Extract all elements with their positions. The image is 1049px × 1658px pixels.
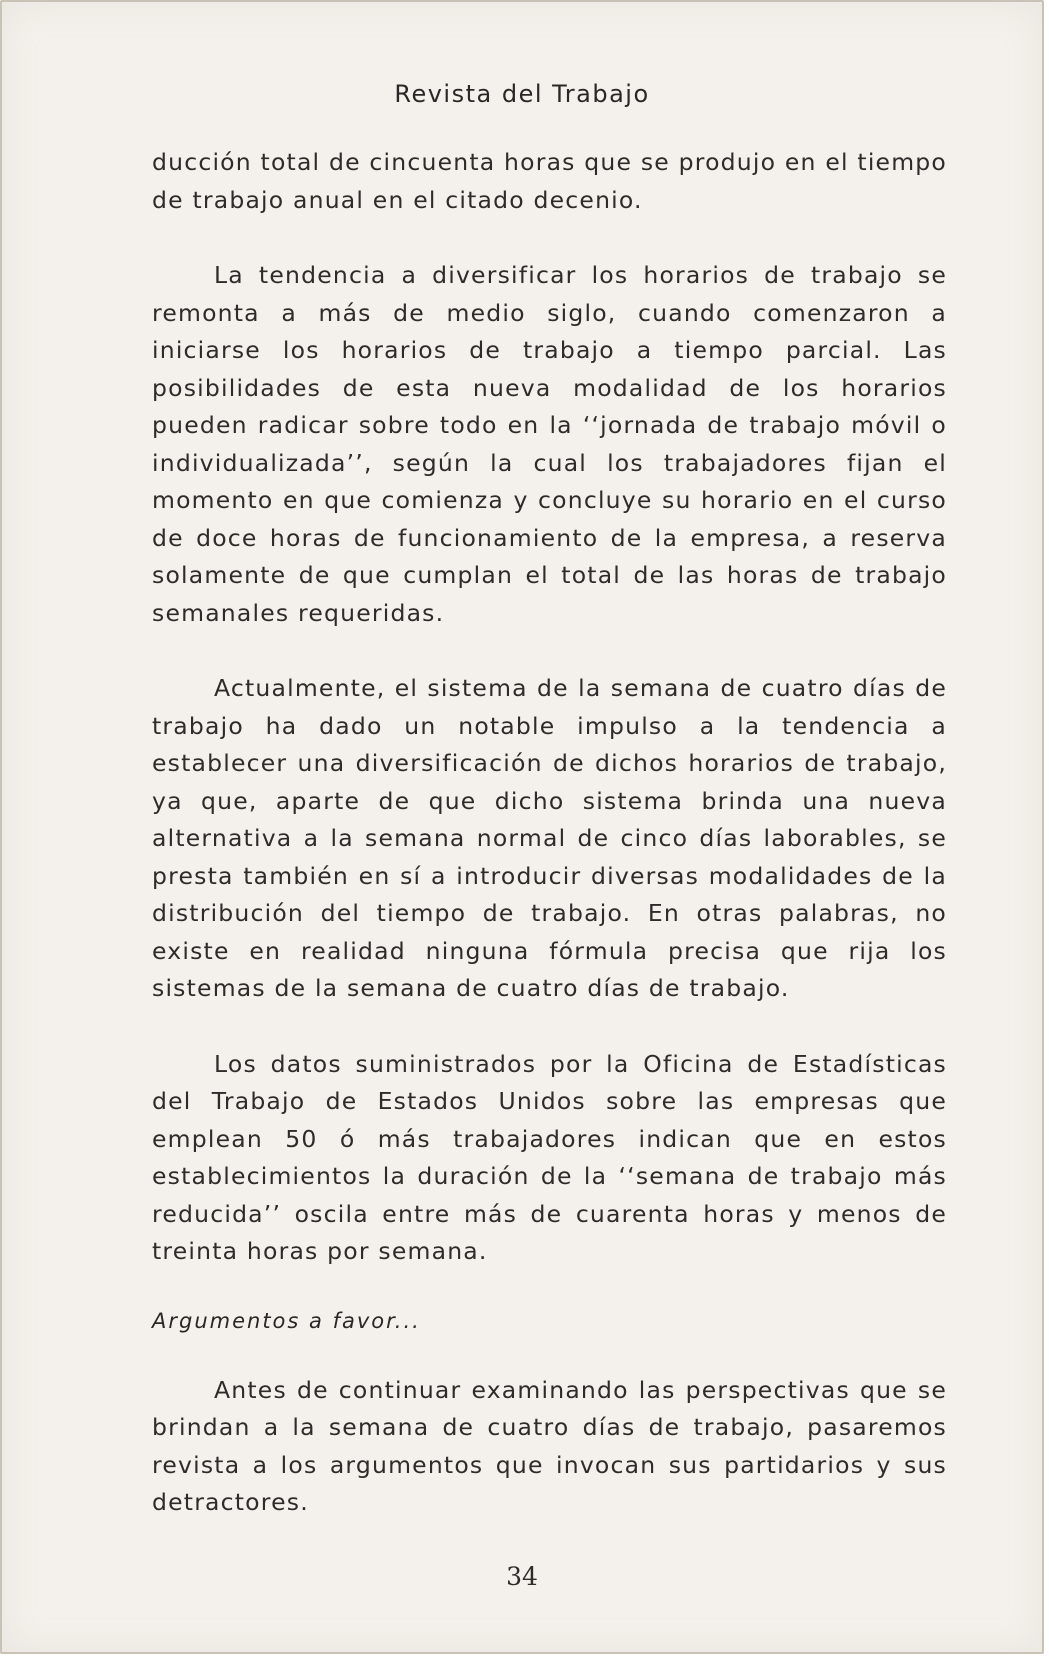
running-header: Revista del Trabajo bbox=[394, 80, 650, 108]
page-number: 34 bbox=[506, 1562, 538, 1591]
body-text bbox=[152, 144, 947, 1522]
section-subheading: Argumentos a favor... bbox=[152, 1308, 421, 1333]
paragraph-continuation: ducción total de cincuenta horas que se produjo en el tiempo de trabajo anual en el citado decenio. bbox=[152, 148, 947, 214]
paragraph-diversification: La tendencia a diversificar los horarios de trabajo se remonta a más de medio siglo, cuando comenzaron a iniciarse los horarios de trabajo a tiempo parcial. Las posibilidades de esta nueva modalidad de los horarios pueden radicar sobre todo en la ‘‘jornada de trabajo móvil o individualizada’’, según la cual los trabajadores fijan el momento en que comienza y concluye su horario en el curso de doce horas de funcionamiento de la empresa, a reserva solamente de que cumplan el total de las horas de trabajo semanales requeridas. bbox=[152, 261, 947, 627]
paragraph-four-day-week: Actualmente, el sistema de la semana de cuatro días de trabajo ha dado un notable impulso a la tendencia a establecer una diversificación de dichos horarios de trabajo, ya que, aparte de que dicho sistema brinda una nueva alternativa a la semana normal de cinco días laborables, se presta también en sí a introducir diversas modalidades de la distribución del tiempo de trabajo. En otras palabras, no existe en realidad ninguna fórmula precisa que rija los sistemas de la semana de cuatro días de trabajo. bbox=[152, 674, 947, 1002]
paragraph-closing: Antes de continuar examinando las perspectivas que se brindan a la semana de cuatro días de trabajo, pasaremos revista a los argumentos que invocan sus partidarios y sus detractores. bbox=[152, 1375, 947, 1516]
paragraph-statistics: Los datos suministrados por la Oficina de Estadísticas del Trabajo de Estados Unidos sobre las empresas que emplean 50 ó más trabajadores indican que en estos establecimientos la duración de la ‘‘semana de trabajo más reducida’’ oscila entre más de cuarenta horas y menos de treinta horas por semana. bbox=[152, 1049, 947, 1265]
